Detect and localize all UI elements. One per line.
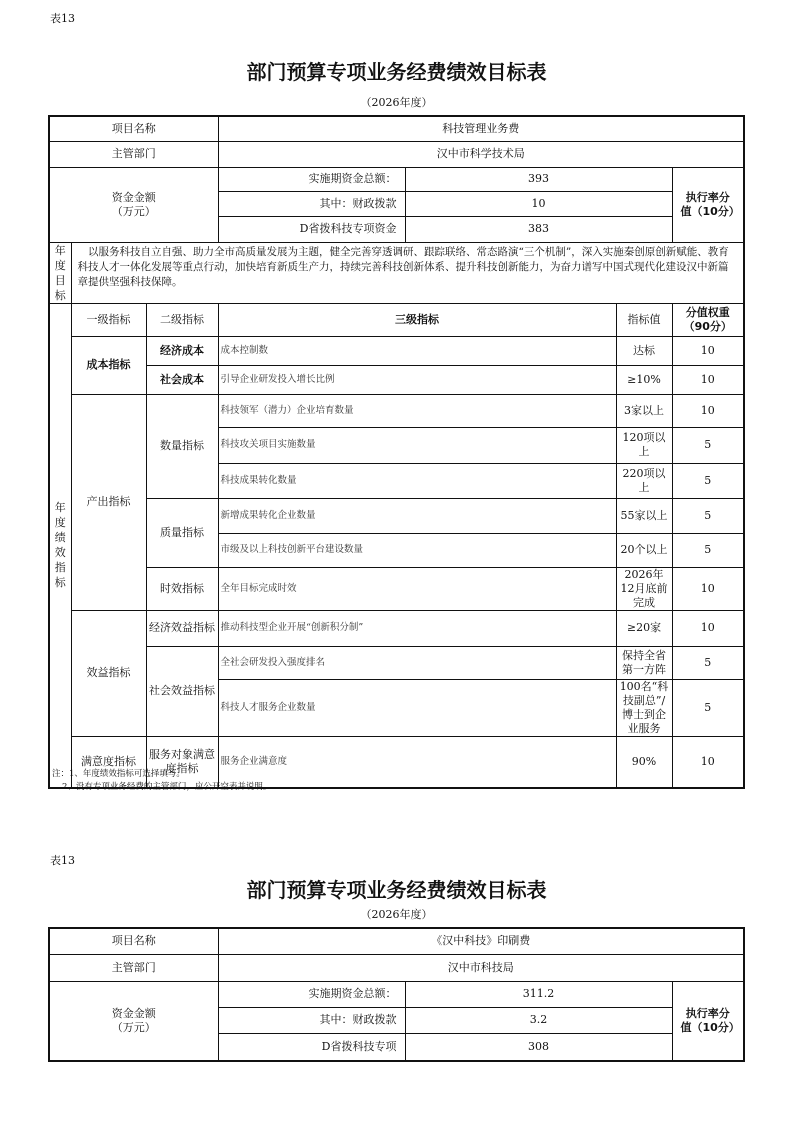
level3-item: 成本控制数 (218, 336, 616, 365)
header-level3: 三级指标 (218, 303, 616, 336)
indicator-score: 10 (672, 610, 744, 646)
level3-item: 全社会研发投入强度排名 (218, 646, 616, 679)
indicator-score: 5 (672, 646, 744, 679)
level2-social-benefit: 社会效益指标 (146, 646, 218, 736)
funds-special-value: 383 (405, 216, 672, 242)
level3-item: 服务企业满意度 (218, 736, 616, 788)
indicator-value: 220项以上 (616, 463, 672, 498)
table-number-2: 表13 (50, 854, 75, 867)
level1-satisfaction: 满意度指标 (71, 736, 146, 788)
funds-total-label: 实施期资金总额： (218, 981, 405, 1007)
level3-item: 引导企业研发投入增长比例 (218, 365, 616, 394)
indicator-value: 2026年12月底前完成 (616, 567, 672, 610)
funds-label: 资金金额（万元） (49, 167, 218, 242)
indicator-score: 10 (672, 567, 744, 610)
level2-social-cost: 社会成本 (146, 365, 218, 394)
indicator-value: 3家以上 (616, 394, 672, 427)
level1-cost: 成本指标 (71, 336, 146, 394)
exec-rate-label: 执行率分值（10分） (672, 167, 744, 242)
dept-label: 主管部门 (49, 954, 218, 981)
funds-special-value: 308 (405, 1033, 672, 1061)
page-title-2: 部门预算专项业务经费绩效目标表 (246, 878, 547, 902)
performance-table-1 (48, 115, 745, 789)
indicator-score: 5 (672, 427, 744, 463)
page-title: 部门预算专项业务经费绩效目标表 (246, 60, 547, 84)
indicator-score: 10 (672, 365, 744, 394)
note-2: 2、没有专项业务经费的主管部门，应公开空表并说明。 (62, 782, 272, 792)
indicator-value: 保持全省第一方阵 (616, 646, 672, 679)
performance-table-2 (48, 927, 745, 1062)
year-label-2: （2026年度） (360, 908, 433, 921)
level3-item: 全年目标完成时效 (218, 567, 616, 610)
indicator-score: 5 (672, 498, 744, 533)
level3-item: 推动科技型企业开展“创新积分制” (218, 610, 616, 646)
indicator-value: 55家以上 (616, 498, 672, 533)
level3-item: 科技领军（潜力）企业培育数量 (218, 394, 616, 427)
indicator-value: 达标 (616, 336, 672, 365)
dept-label: 主管部门 (49, 141, 218, 167)
funds-fiscal-label: 其中：财政拨款 (218, 1007, 405, 1033)
level3-item: 新增成果转化企业数量 (218, 498, 616, 533)
level2-econ-cost: 经济成本 (146, 336, 218, 365)
level2-econ-benefit: 经济效益指标 (146, 610, 218, 646)
header-level1: 一级指标 (71, 303, 146, 336)
year-label: （2026年度） (360, 96, 433, 109)
indicator-value: 20个以上 (616, 533, 672, 567)
project-name-label: 项目名称 (49, 116, 218, 141)
level3-item: 科技攻关项目实施数量 (218, 427, 616, 463)
dept-value: 汉中市科学技术局 (218, 141, 744, 167)
level1-benefit: 效益指标 (71, 610, 146, 736)
funds-fiscal-value: 3.2 (405, 1007, 672, 1033)
goal-label: 年度目标 (49, 242, 71, 303)
level3-item: 科技人才服务企业数量 (218, 679, 616, 736)
indicator-score: 10 (672, 394, 744, 427)
indicator-score: 10 (672, 736, 744, 788)
funds-total-value: 393 (405, 167, 672, 191)
funds-total-value: 311.2 (405, 981, 672, 1007)
level2-quality: 质量指标 (146, 498, 218, 567)
indicator-score: 5 (672, 679, 744, 736)
indicator-value: 90% (616, 736, 672, 788)
level3-item: 市级及以上科技创新平台建设数量 (218, 533, 616, 567)
header-value: 指标值 (616, 303, 672, 336)
project-name-label: 项目名称 (49, 928, 218, 954)
funds-special-label: D省拨科技专项 (218, 1033, 405, 1061)
header-level2: 二级指标 (146, 303, 218, 336)
level3-item: 科技成果转化数量 (218, 463, 616, 498)
indicator-score: 5 (672, 463, 744, 498)
note-1: 注：1、年度绩效指标可选择填写。 (52, 769, 185, 779)
indicator-value: 100名“科技副总”/博士到企业服务 (616, 679, 672, 736)
funds-total-label: 实施期资金总额： (218, 167, 405, 191)
indicator-value: ≥10% (616, 365, 672, 394)
project-name-value: 《汉中科技》印刷费 (218, 928, 744, 954)
table-number: 表13 (50, 12, 75, 25)
perf-label: 年度绩效指标 (49, 303, 71, 788)
indicator-score: 5 (672, 533, 744, 567)
level2-satisfaction: 服务对象满意度指标 (146, 736, 218, 788)
goal-text: 以服务科技自立自强、助力全市高质量发展为主题，健全完善穿透调研、跟踪联络、常态路演“三个机制”，深入实施秦创原创新赋能、教育科技人才一体化发展等重点行动，加快培育新质生产力，持续完善科技创新体系、提升科技创新能力，为奋力谱写中国式现代化建设汉中新篇章提供坚强科技保障。 (71, 242, 744, 303)
header-score: 分值权重（90分） (672, 303, 744, 336)
project-name-value: 科技管理业务费 (218, 116, 744, 141)
indicator-score: 10 (672, 336, 744, 365)
funds-fiscal-value: 10 (405, 191, 672, 216)
funds-special-label: D省拨科技专项资金 (218, 216, 405, 242)
level2-quantity: 数量指标 (146, 394, 218, 498)
dept-value: 汉中市科技局 (218, 954, 744, 981)
level1-output: 产出指标 (71, 394, 146, 610)
notes (52, 768, 271, 794)
level2-timeliness: 时效指标 (146, 567, 218, 610)
indicator-value: 120项以上 (616, 427, 672, 463)
indicator-value: ≥20家 (616, 610, 672, 646)
funds-label: 资金金额（万元） (49, 981, 218, 1061)
exec-rate-label: 执行率分值（10分） (672, 981, 744, 1061)
funds-fiscal-label: 其中：财政拨款 (218, 191, 405, 216)
